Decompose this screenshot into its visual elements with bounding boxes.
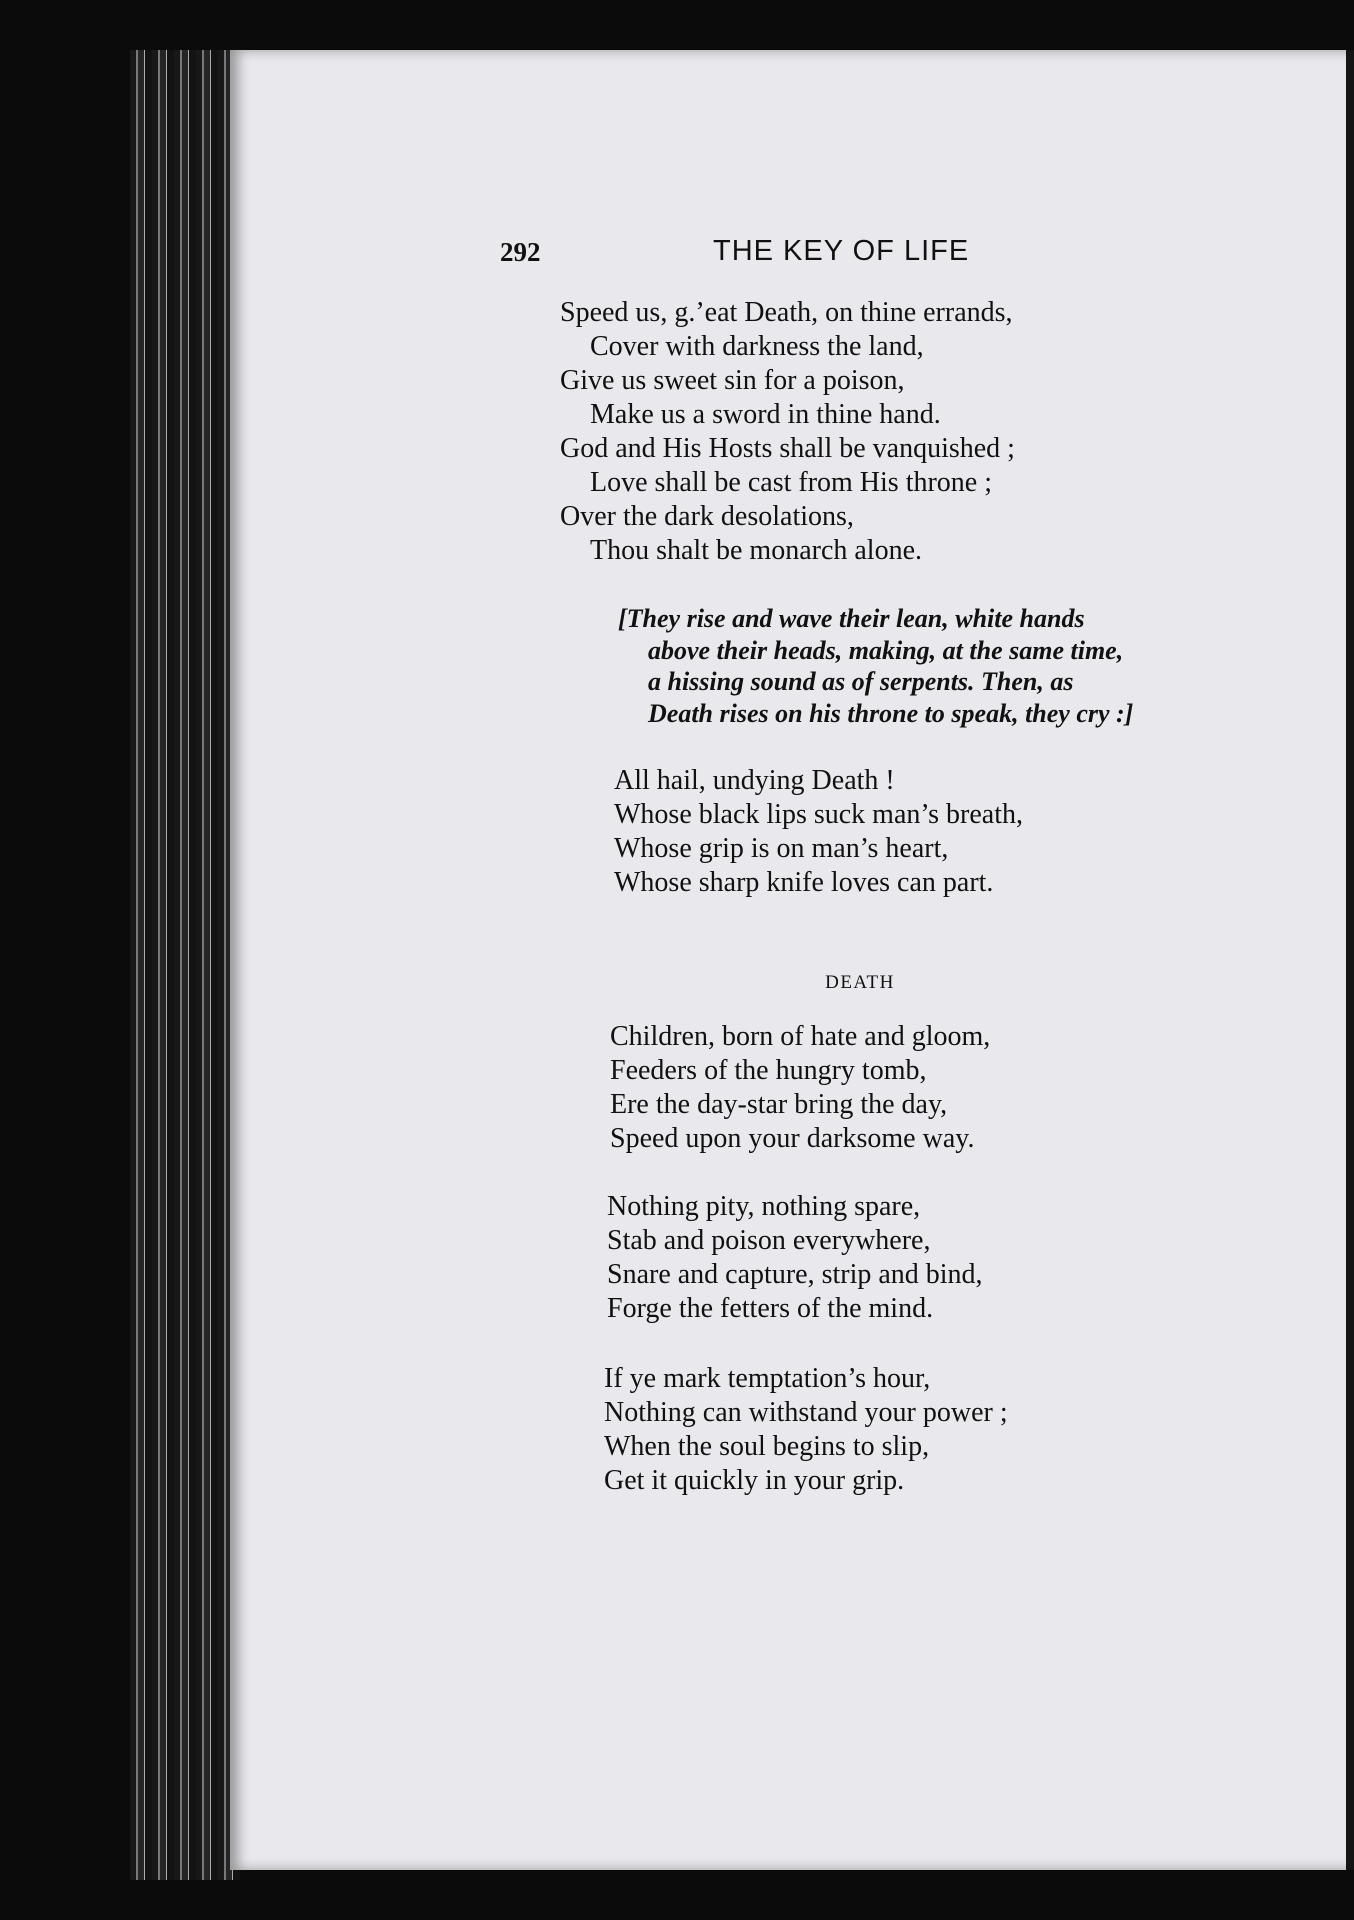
stage-direction-line: a hissing sound as of serpents. Then, as [648,667,1074,696]
stanza-4 [607,1190,983,1326]
verse-line: Get it quickly in your grip. [604,1465,905,1496]
verse-line: Whose grip is on man’s heart, [614,833,949,864]
stanza-3 [610,1020,990,1156]
verse-line: Stab and poison everywhere, [607,1225,931,1256]
stage-direction [618,603,1226,729]
scan-edge [1346,50,1354,1870]
stage-direction-line: Death rises on his throne to speak, they cry :] [648,698,1134,728]
verse-line: Snare and capture, strip and bind, [607,1259,983,1290]
verse-line: Thou shalt be monarch alone. [590,535,923,566]
verse-line: Love shall be cast from His throne ; [590,467,993,498]
verse-line: Make us a sword in thine hand. [590,399,941,430]
verse-line: Whose sharp knife loves can part. [614,867,994,898]
verse-line: Ere the day-star bring the day, [610,1089,948,1120]
verse-line: Whose black lips suck man’s breath, [614,799,1024,830]
stanza-5 [604,1362,1008,1498]
verse-line: Feeders of the hungry tomb, [610,1055,927,1086]
page-header [500,237,1020,273]
verse-line: Nothing pity, nothing spare, [607,1191,921,1222]
stage-direction-line: [They rise and wave their lean, white hands [618,604,1085,633]
verse-line: Forge the fetters of the mind. [607,1293,934,1324]
verse-line: God and His Hosts shall be vanquished ; [560,433,1015,464]
verse-line: Cover with darkness the land, [590,331,924,362]
verse-line: Speed us, g.’eat Death, on thine errands, [560,297,1013,328]
verse-line: If ye mark temptation’s hour, [604,1363,931,1394]
page-number: 292 [500,237,541,267]
stage-direction-line: above their heads, making, at the same time, [648,635,1124,665]
stanza-2 [614,764,1023,900]
verse-line: When the soul begins to slip, [604,1431,930,1462]
verse-line: Nothing can withstand your power ; [604,1397,1008,1428]
verse-line: Speed upon your darksome way. [610,1123,975,1154]
speaker-name: DEATH [825,972,895,993]
stanza-1 [560,296,1015,568]
verse-line: Over the dark desolations, [560,501,854,532]
verse-line: Children, born of hate and gloom, [610,1021,991,1052]
verse-line: All hail, undying Death ! [614,765,895,796]
book-spine-edge [130,50,240,1880]
verse-line: Give us sweet sin for a poison, [560,365,905,396]
running-title: THE KEY OF LIFE [713,235,970,267]
